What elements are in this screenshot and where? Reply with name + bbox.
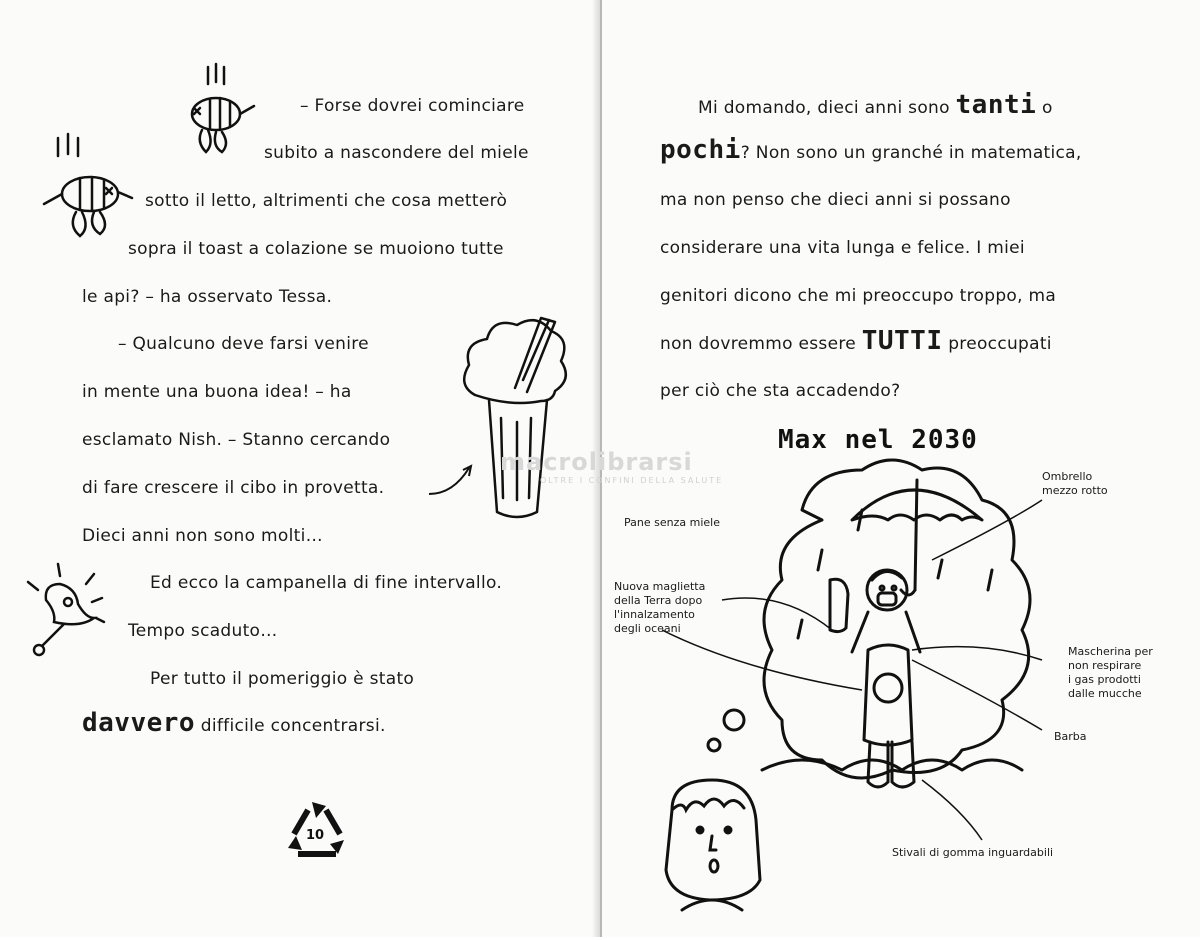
left-line-12: Tempo scaduto… bbox=[128, 621, 278, 641]
watermark-sub: OLTRE I CONFINI DELLA SALUTE bbox=[540, 476, 724, 485]
label-shirt-text: Nuova maglietta della Terra dopo l'innalzamento degli oceani bbox=[614, 580, 706, 635]
left-line-5: le api? – ha osservato Tessa. bbox=[82, 287, 333, 307]
left-line-11: Ed ecco la campanella di fine intervallo. bbox=[150, 573, 503, 593]
label-umbrella bbox=[1042, 470, 1108, 498]
right-line-4: considerare una vita lunga e felice. I miei bbox=[660, 238, 1025, 258]
left-line-13: Per tutto il pomeriggio è stato bbox=[150, 669, 415, 689]
bell-icon bbox=[18, 560, 128, 670]
right-line-6 bbox=[660, 326, 1052, 356]
right-line-2-rest: ? Non sono un granché in matematica, bbox=[740, 143, 1082, 163]
bee-icon bbox=[180, 62, 260, 172]
left-line-7: in mente una buona idea! – ha bbox=[82, 382, 352, 402]
left-line-4: sopra il toast a colazione se muoiono tutte bbox=[128, 239, 504, 259]
emphasis-tanti: tanti bbox=[955, 90, 1037, 120]
right-line-3: ma non penso che dieci anni si possano bbox=[660, 190, 1011, 210]
label-boots: Stivali di gomma inguardabili bbox=[892, 846, 1054, 859]
left-line-2: subito a nascondere del miele bbox=[264, 143, 529, 163]
left-line-8: esclamato Nish. – Stanno cercando bbox=[82, 430, 391, 450]
illustration-title: Max nel 2030 bbox=[778, 425, 978, 455]
label-shirt bbox=[614, 580, 705, 636]
thought-cloud-illustration bbox=[742, 450, 1042, 850]
right-line-5: genitori dicono che mi preoccupo troppo, ma bbox=[660, 286, 1057, 306]
right-line-6-end: preoccupati bbox=[942, 334, 1052, 354]
label-umbrella-text: Ombrello mezzo rotto bbox=[1042, 470, 1108, 497]
bee-icon-2 bbox=[40, 132, 140, 242]
left-line-14 bbox=[82, 708, 386, 738]
left-line-14-rest: difficile concentrarsi. bbox=[195, 716, 386, 736]
left-line-3: sotto il letto, altrimenti che cosa metterò bbox=[145, 191, 508, 211]
label-bread: Pane senza miele bbox=[624, 516, 720, 529]
label-mask bbox=[1068, 645, 1153, 701]
left-line-9: di fare crescere il cibo in provetta. bbox=[82, 478, 385, 498]
right-line-1 bbox=[698, 90, 1053, 120]
left-line-6: – Qualcuno deve farsi venire bbox=[118, 334, 369, 354]
left-line-10: Dieci anni non sono molti… bbox=[82, 526, 323, 546]
emphasis-tutti: TUTTI bbox=[861, 326, 943, 356]
right-line-7: per ciò che sta accadendo? bbox=[660, 381, 901, 401]
emphasis-pochi: pochi bbox=[660, 135, 741, 165]
watermark: macrolibrarsi bbox=[500, 448, 693, 476]
page-number: 10 bbox=[306, 828, 325, 843]
arrow-icon bbox=[425, 462, 485, 502]
left-line-1: – Forse dovrei cominciare bbox=[300, 96, 525, 116]
boy-face-icon bbox=[652, 770, 762, 940]
label-mask-text: Mascherina per non respirare i gas prodotti dalle mucche bbox=[1068, 645, 1153, 700]
right-line-6-start: non dovremmo essere bbox=[660, 334, 862, 354]
right-line-1-end: o bbox=[1036, 98, 1053, 118]
emphasis-davvero: davvero bbox=[82, 708, 196, 738]
right-line-1-start: Mi domando, dieci anni sono bbox=[698, 98, 956, 118]
label-beard: Barba bbox=[1054, 730, 1087, 743]
right-line-2 bbox=[660, 135, 1082, 165]
